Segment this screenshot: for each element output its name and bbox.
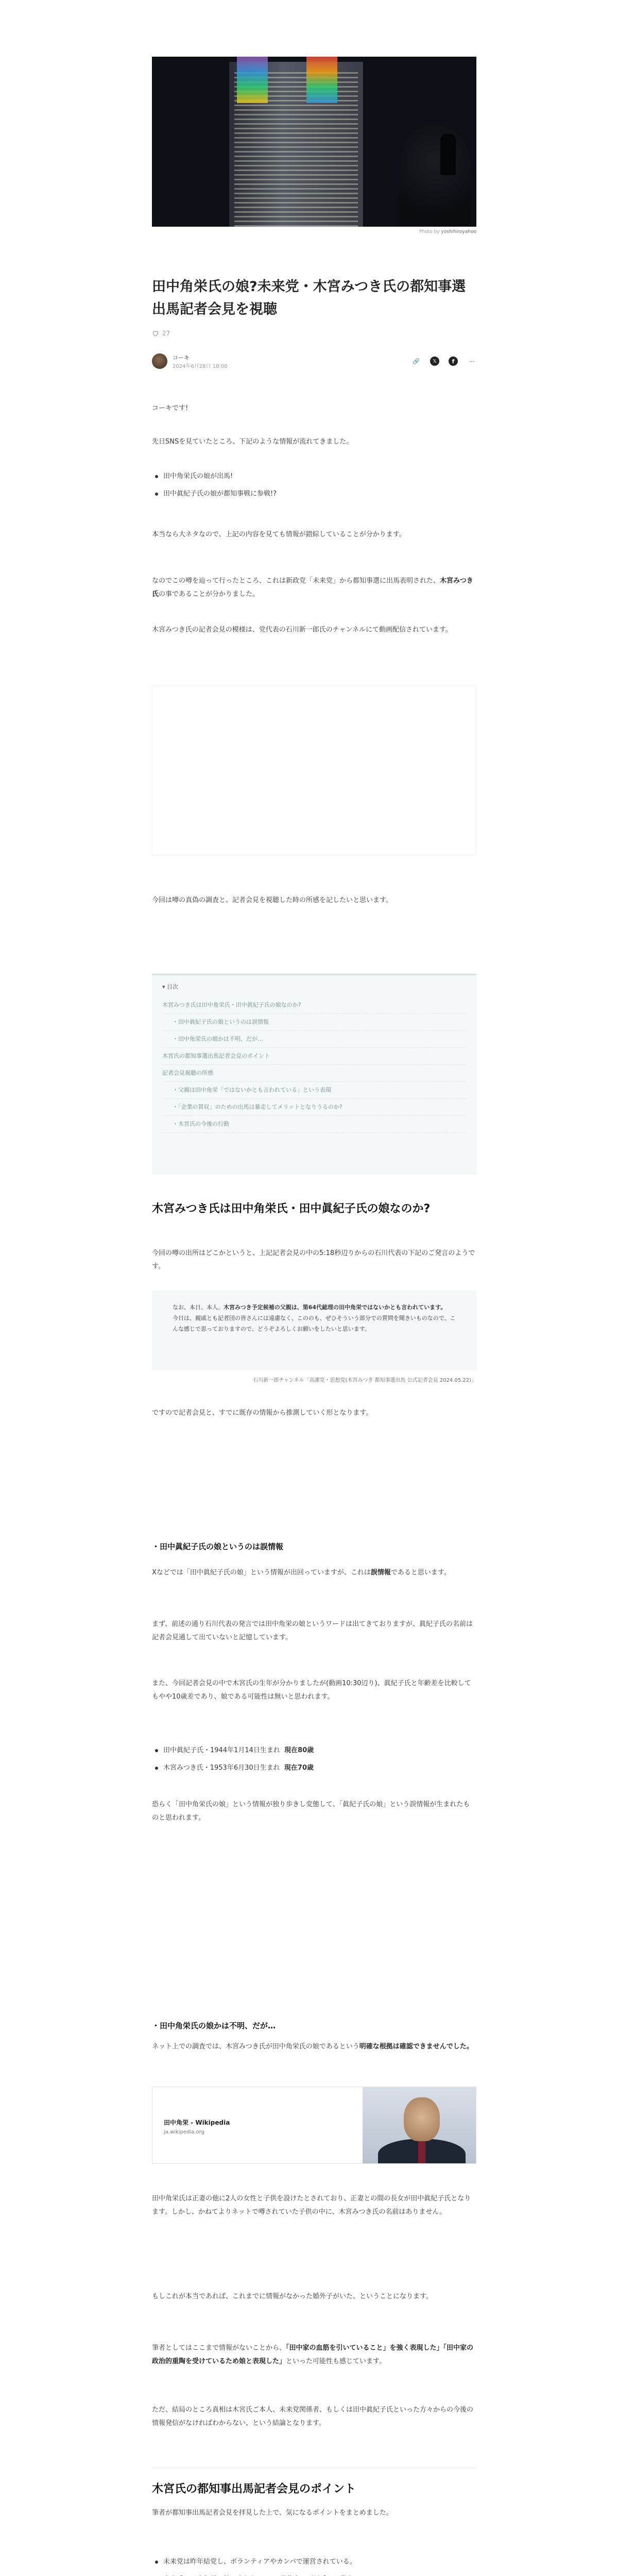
age-value: 現在80歳 (284, 1747, 314, 1754)
quote-text: なお、本日、本人、 (173, 1304, 224, 1311)
section1-paragraph-2: ですので記者会見と、すでに既存の情報から推測していく形となります。 (152, 1409, 373, 1417)
sub1-paragraph-2: まず、前述の通り石川代表の発言では田中角栄の娘というワードは出てきておりますが、眞紀子氏の名前は記者会見通して出ていないと記憶しています。 (152, 1620, 473, 1641)
text-span: であると思います。 (390, 1569, 451, 1577)
quote-highlight: 木宮みつき予定候補の父親は、第64代総理の田中角栄ではないかとも言われています。 (224, 1304, 447, 1311)
photo-credit (152, 229, 476, 234)
section2-paragraph-1: 筆者が都知事出馬記者会見を拝見した上で、気になるポイントをまとめました。 (152, 2509, 393, 2517)
facebook-icon[interactable]: f (449, 357, 458, 366)
points-bullets (152, 2555, 476, 2576)
link-card-thumbnail (363, 2087, 476, 2163)
author-row (152, 351, 476, 372)
rainbow-light-left (237, 57, 268, 103)
intro-paragraph-1: コーキです! (152, 404, 188, 412)
link-card-title[interactable]: 田中角栄 - Wikipedia (164, 2119, 230, 2126)
highlight-text: 誤情報 (370, 1569, 391, 1577)
intro-paragraph-4 (152, 574, 476, 601)
like-button[interactable] (152, 330, 170, 337)
more-icon[interactable]: ⋯ (469, 358, 475, 365)
author-date: 2024年6月28日 18:00 (173, 364, 228, 369)
toc-item[interactable]: ・「企業の買収」のための出馬は暴走してメリットとなりうるのか? (162, 1099, 466, 1116)
highlight-name: 木宮みつき氏 (152, 577, 473, 598)
text-span: ネット上での調査では、木宮みつき氏が田中角栄氏の娘であるという (152, 2043, 359, 2050)
x-icon[interactable]: 𝕏 (430, 357, 439, 366)
sub2-paragraph-1 (152, 2040, 476, 2054)
table-of-contents (152, 974, 476, 1175)
list-item: 田中角栄氏の娘が出馬! (152, 470, 476, 483)
list-item (152, 2573, 476, 2576)
article-title: 田中角栄氏の娘?未来党・木宮みつき氏の都知事選出馬記者会見を視聴 (152, 279, 466, 317)
avatar[interactable] (152, 353, 167, 369)
toc-item[interactable]: ・父親は田中角栄「ではないかとも言われている」という表現 (162, 1082, 466, 1099)
rainbow-light-right (306, 57, 337, 103)
text-span: 筆者としてはここまで情報がないことから、 (152, 2344, 286, 2352)
text-span: 木宮みつき氏・1953年6月30日生まれ (163, 1764, 280, 1772)
photo-credit-author[interactable]: yoshihiroyahoo (441, 229, 476, 234)
toc-item[interactable]: ・田中眞紀子氏の娘というのは誤情報 (162, 1014, 466, 1031)
article-meta (152, 330, 476, 340)
text-span: なのでこの噂を辿って行ったところ、これは新政党「未来党」から都知事選に出馬表明された、 (152, 577, 440, 585)
subsection-heading: ・田中眞紀子氏の娘というのは誤情報 (152, 1542, 284, 1551)
toc-item[interactable]: ・木宮氏の今後の行動 (162, 1116, 466, 1133)
intro-paragraph-2: 先日SNSを見ていたところ、下記のような情報が流れてきました。 (152, 438, 353, 446)
text-span: といった可能性も感じています。 (286, 2358, 386, 2365)
like-count: 27 (162, 330, 170, 337)
text-span: Xなどでは「田中眞紀子氏の娘」という情報が出回っていますが、これは (152, 1569, 371, 1577)
intro-paragraph-3: 本当なら大ネタなので、上記の内容を見ても情報が錯綜していることが分かります。 (152, 531, 406, 538)
age-value: 現在70歳 (284, 1764, 314, 1772)
portrait-tie (418, 2140, 425, 2163)
quote-source[interactable]: 石川新一郎チャンネル「高潔党・思想党(木宮みつき 都知事選出馬 公式記者会見 2024.05.22)」 (253, 1378, 476, 1383)
list-item (152, 1761, 476, 1775)
sub2-paragraph-3: もしこれが本当であれば、これまでに情報がなかった婚外子がいた、ということになります。 (152, 2293, 433, 2300)
portrait-face (404, 2097, 440, 2141)
section-heading: 木宮みつき氏は田中角栄氏・田中眞紀子氏の娘なのか? (152, 1202, 431, 1215)
chevron-down-icon: ▾ (162, 984, 167, 990)
intro-paragraph-6: 今回は噂の真偽の調査と、記者会見を視聴した時の所感を記したいと思います。 (152, 896, 392, 904)
link-card-url: ja.wikipedia.org (164, 2129, 204, 2135)
link-card[interactable] (152, 2087, 476, 2164)
share-buttons (411, 357, 476, 366)
intro-bullets (152, 470, 476, 505)
toc-item[interactable]: 記者会見視聴の所感 (162, 1065, 466, 1082)
author-name[interactable]: コーキ (173, 354, 190, 361)
sub1-paragraph-1 (152, 1566, 476, 1580)
quote-text: 今日は、親戚とも記者団の皆さんには遠慮なく、こののも、ぜひそういう部分での質問を聞きいものなので、こんな感じで思っておりますので、どうぞよろしくお願いをしたいと思います。 (173, 1315, 456, 1332)
section1-paragraph-1: 今回の噂の出所はどこかというと、上記記者会見の中の5:18秒辺りからの石川代表の下記のご発言のようです。 (152, 1249, 475, 1270)
toc-item[interactable]: 木宮氏の都知事選出馬記者会見のポイント (162, 1048, 466, 1065)
blockquote (152, 1291, 476, 1370)
toc-item[interactable]: 木宮みつき氏は田中角栄氏・田中眞紀子氏の娘なのか? (162, 997, 466, 1014)
subsection-heading: ・田中角栄氏の娘かは不明、だが… (152, 2021, 276, 2030)
text-span: 田中眞紀子氏・1944年1月14日生まれ (163, 1747, 280, 1754)
highlight-text: 明確な根拠は確認できませんでした。 (359, 2043, 473, 2050)
list-item: 未来党は昨年結党し、ボランティアやカンパで運営されている。 (152, 2555, 476, 2569)
heart-icon (152, 330, 159, 337)
sub1-paragraph-4: 恐らく「田中角栄氏の娘」という情報が独り歩きし変態して、「眞紀子氏の娘」という誤情報が生まれたものと思われます。 (152, 1801, 470, 1822)
hero-image (152, 57, 476, 227)
highlight-text: 「田中家の血筋を引いていること」を強く表現した」「田中家の政治的重陶を受けているため娘と表現した」 (152, 2344, 474, 2365)
link-icon[interactable]: 🔗 (413, 358, 420, 365)
sub1-paragraph-3: また、今回記者会見の中で木宮氏の生年が分かりましたが(動画10:30辺り)、眞紀子氏と年齢差を比較してもやや10歳差であり、娘である可能性は無いと思われます。 (152, 1680, 471, 1701)
sub2-paragraph-2: 田中角栄氏は正妻の他に2人の女性と子供を設けたとされており、正妻との間の長女が田中眞紀子氏となります。しかし、かねてよりネットで噂されていた子供の中に、木宮みつき氏の名前はありません。 (152, 2195, 471, 2216)
intro-paragraph-5: 木宮みつき氏の記者会見の模様は、党代表の石川新一郎氏のチャンネルにて動画配信されています。 (152, 626, 452, 634)
sub2-paragraph-4 (152, 2342, 476, 2368)
toc-heading[interactable] (162, 982, 466, 991)
section-heading: 木宮氏の都知事出馬記者会見のポイント (152, 2483, 356, 2496)
list-item: 田中眞紀子氏の娘が都知事戦に参戦!? (152, 487, 476, 501)
embedded-video[interactable] (152, 685, 476, 855)
text-span: の事であることが分かりました。 (159, 590, 260, 598)
tree-silhouette (399, 118, 471, 227)
toc-item[interactable]: ・田中角栄氏の娘かは不明、だが… (162, 1031, 466, 1048)
toc-heading-label: 目次 (167, 984, 179, 990)
sub2-paragraph-5: ただ、結局のところ真相は木宮氏ご本人、未来党関係者、もしくは田中眞紀子氏といった方々からの今後の情報発信がなければわからない、という結論となります。 (152, 2406, 474, 2427)
list-item (152, 1744, 476, 1757)
person-silhouette (440, 134, 456, 175)
photo-credit-prefix: Photo by (419, 229, 440, 234)
age-bullets (152, 1744, 476, 1779)
